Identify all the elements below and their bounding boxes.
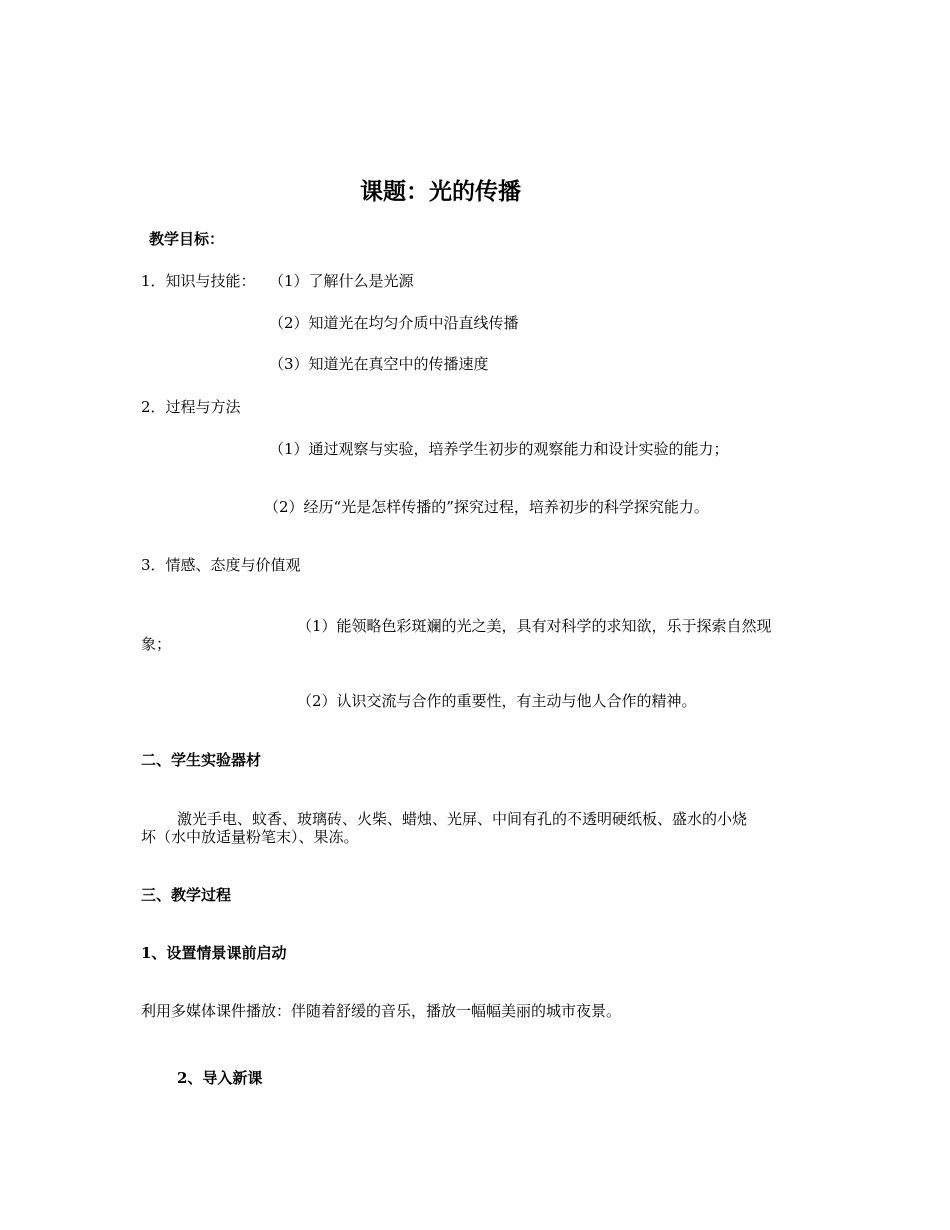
step-2-heading: 2、导入新课	[177, 1069, 263, 1087]
section-3-heading: 三、教学过程	[141, 886, 232, 904]
section-2-heading: 二、学生实验器材	[141, 751, 262, 769]
goal-2-label: 2．过程与方法	[141, 398, 241, 416]
goal-1-sub-1: （1）了解什么是光源	[269, 272, 414, 290]
goal-3-sub-2: （2）认识交流与合作的重要性，有主动与他人合作的精神。	[297, 692, 697, 710]
goals-heading: 教学目标：	[149, 230, 225, 248]
step-1-text: 利用多媒体课件播放：伴随着舒缓的音乐，播放一幅幅美丽的城市夜景。	[141, 1002, 622, 1020]
goal-1-sub-2: （2）知道光在均匀介质中沿直线传播	[269, 314, 519, 332]
goal-3-sub-1-line-2: 象；	[141, 635, 172, 653]
step-1-heading: 1、设置情景课前启动	[141, 944, 287, 962]
goal-2-sub-1: （1）通过观察与实验，培养学生初步的观察能力和设计实验的能力；	[269, 440, 729, 458]
page-title: 课题：光的传播	[360, 178, 521, 205]
goal-1-sub-3: （3）知道光在真空中的传播速度	[269, 355, 489, 373]
section-2-line-2: 坏（水中放适量粉笔末）、果冻。	[141, 828, 359, 846]
goal-3-sub-1-line-1: （1）能领略色彩斑斓的光之美，具有对科学的求知欲，乐于探索自然现	[297, 617, 772, 635]
goal-3-label: 3．情感、态度与价值观	[141, 556, 301, 574]
goal-2-sub-2: （2）经历“光是怎样传播的”探究过程，培养初步的科学探究能力。	[264, 498, 709, 516]
section-2-line-1: 激光手电、蚊香、玻璃砖、火柴、蜡烛、光屏、中间有孔的不透明硬纸板、盛水的小烧	[177, 810, 748, 828]
goal-1-label: 1．知识与技能：	[141, 272, 256, 290]
